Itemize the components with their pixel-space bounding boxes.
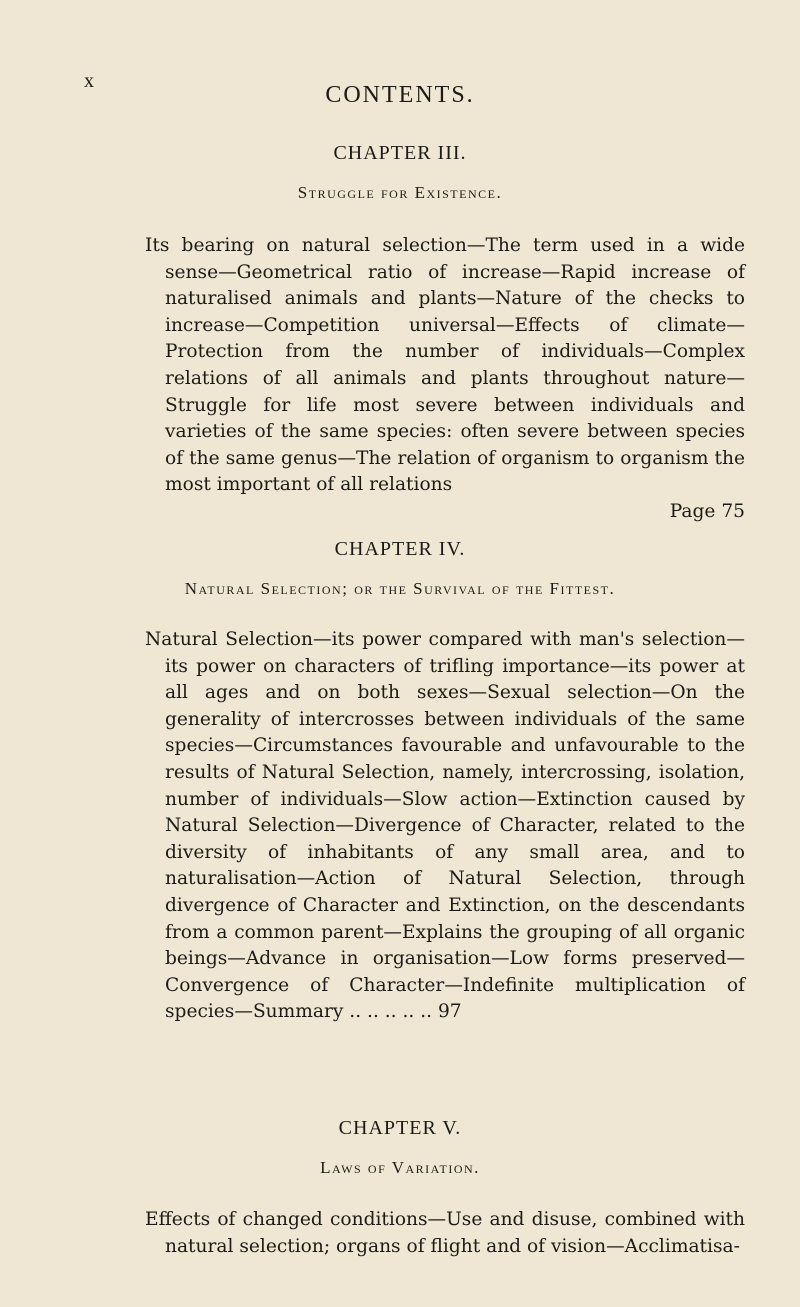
chapter-iv-summary [145, 627, 745, 1026]
chapter-title: Laws of Variation. [320, 1158, 480, 1177]
page-number: x [84, 70, 95, 92]
page-reference: Page 75 [669, 500, 745, 522]
chapter-v-heading [0, 1117, 800, 1178]
chapter-iv-heading [0, 538, 800, 599]
summary-text: Its bearing on natural selection—The term used in a wide sense—Geometrical ratio of increase—Rapid increase of naturalised animals and plants—Nature of the checks to increase—Competition universal—Effects of climate—Protection from the number of individuals—Complex relations of all animals and plants throughout nature—Struggle for life most severe between individuals and varieties of the same species: often severe between species of the same genus—The relation of organism to organism the most important of all relations [145, 235, 745, 496]
summary-text: Natural Selection—its power compared with man's selection—its power on characters of trifling importance—its power at all ages and on both sexes—Sexual selection—On the generality of intercrosses between individuals of the same species—Circumstances favourable and unfavourable to the results of Natural Selection, namely, intercrossing, isolation, number of individuals—Slow action—Extinction caused by Natural Selection—Divergence of Character, related to the diversity of inhabitants of any small area, and to naturalisation—Action of Natural Selection, through divergence of Character and Extinction, on the descendants from a common parent—Explains the grouping of all organic beings—Advance in organisation—Low forms preserved—Convergence of Character—Indefinite multiplication of species—Summary .. .. .. .. .. 97 [145, 629, 745, 1023]
chapter-title: Struggle for Existence. [297, 183, 503, 202]
running-head: CONTENTS. [325, 82, 475, 108]
chapter-iii-heading [0, 142, 800, 203]
chapter-v-summary [145, 1207, 745, 1260]
chapter-title: Natural Selection; or the Survival of the Fittest. [184, 579, 616, 598]
chapter-iii-summary [145, 233, 745, 526]
chapter-number: CHAPTER IV. [334, 538, 466, 560]
chapter-number: CHAPTER III. [333, 142, 467, 164]
chapter-number: CHAPTER V. [338, 1117, 462, 1139]
summary-text: Effects of changed conditions—Use and disuse, combined with natural selection; organs of flight and of vision—Acclimatisa- [145, 1209, 745, 1257]
